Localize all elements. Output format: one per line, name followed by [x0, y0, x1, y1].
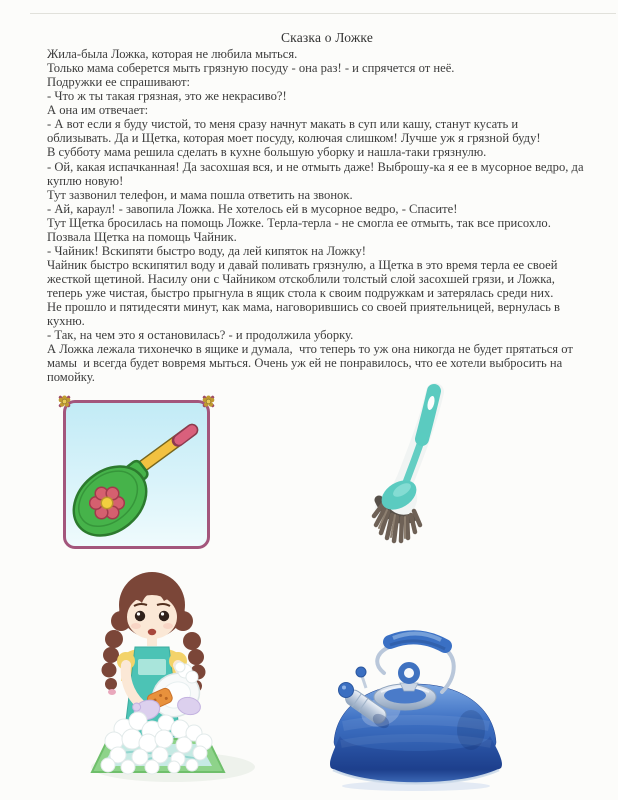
story-line: теперь уже чистая, быстро прыгнула в ящик стола к своим подружкам и затерялась среди них.	[47, 286, 554, 301]
story-line: кухню.	[47, 314, 85, 329]
story-line: Подружки ее спрашивают:	[47, 75, 191, 90]
girl-washing-dishes-image	[88, 559, 258, 791]
story-line: облизывать. Да и Щетка, которая моет посуду, колючая слишком! Лучше уж я грязной буду!	[47, 131, 541, 146]
story-line: помойку.	[47, 370, 95, 385]
story-line: мамы и всегда будет вовремя мыться. Очень уж ей не понравилось, что ее хотели выбросить на	[47, 356, 563, 371]
story-line: А Ложка лежала тихонечко в ящике и думала, что теперь то уж она никогда не будет прятаться от	[47, 342, 573, 357]
story-line: Жила-была Ложка, которая не любила мыться.	[47, 47, 298, 61]
story-line: - Ай, караул! - завопила Ложка. Не хотелось ей в мусорное ведро, - Спасите!	[47, 201, 458, 216]
spoon-handle	[136, 430, 192, 471]
story-line: куплю новую!	[47, 173, 124, 188]
story-line: - Так, на чем это я остановилась? - и продолжила уборку.	[47, 328, 354, 343]
story-line: Чайник быстро вскипятил воду и давай поливать грязнулю, а Щетка в это время терла ее своей	[47, 257, 558, 272]
spoon-flower	[90, 487, 125, 519]
story-line: Позвала Щетка на помощь Чайник.	[47, 229, 237, 244]
spoon-illustration-card	[63, 400, 210, 549]
page-title: Сказка о Ложке	[280, 30, 374, 45]
story-line: Не прошло и пятидесяти минут, как мама, наговорившись со своей приятельницей, вернулась в	[47, 300, 560, 315]
kettle-image	[323, 626, 509, 792]
scan-artifact-line	[30, 13, 616, 14]
lid-knob	[400, 665, 418, 691]
story-line: В субботу мама решила сделать в кухне большую уборку и нашла-таки грязнулю.	[47, 145, 487, 160]
girl-head	[111, 572, 193, 646]
eye	[159, 611, 169, 621]
story-text	[47, 47, 584, 385]
mouth	[148, 629, 156, 635]
story-line: - Что ж ты такая грязная, это же некрасиво?!	[47, 89, 287, 104]
story-line: Тут зазвонил телефон, и мама пошла ответить на звонок.	[47, 187, 353, 202]
dish-brush-image	[370, 382, 496, 548]
story-line: - Ой, какая испачканная! Да засохшая вся, и не отмыть даже! Выброшу-ка я ее в мусорное ведро, да	[47, 159, 584, 174]
story-line: - Чайник! Вскипяти быстро воду, да лей кипяток на Ложку!	[47, 243, 366, 258]
story-line: жесткой щетиной. Насилу они с Чайником отскоблили толстый слой засохшей грязи, и Ложка,	[47, 272, 555, 286]
story-line: А она им отвечает:	[47, 103, 149, 118]
story-line: Тут Щетка бросилась на помощь Ложке. Терла-терла - не смогла ее отмыть, так все присохло.	[47, 215, 551, 230]
eye	[135, 611, 145, 621]
green-spoon-drawing	[66, 403, 207, 546]
story-line: Только мама соберется мыть грязную посуду - она раз! - и спрячется от неё.	[47, 61, 455, 76]
apron-pocket	[138, 659, 166, 675]
story-line: - А вот если я буду чистой, то меня сразу начнут макать в суп или кашу, станут кусать и	[47, 117, 519, 132]
